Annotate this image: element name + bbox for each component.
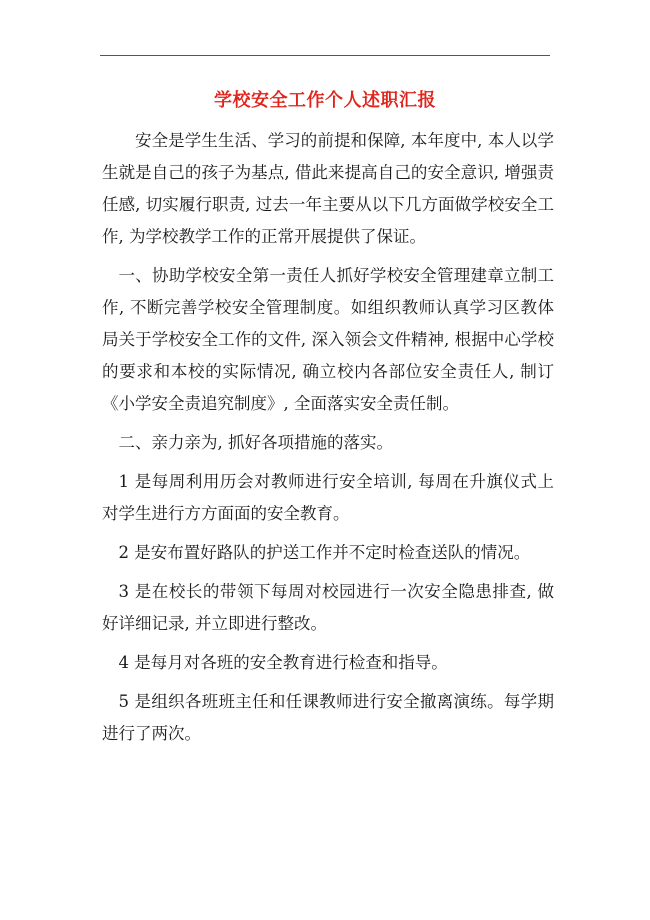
list-item-2: 2 是安布置好路队的护送工作并不定时检查送队的情况。 bbox=[118, 543, 531, 562]
document-body bbox=[102, 125, 554, 757]
list-item-1: 1 是每周利用历会对教师进行安全培训, 每周在升旗仪式上对学生进行方方面面的安全教育。 bbox=[102, 472, 554, 523]
list-item-4: 4 是每月对各班的安全教育进行检查和指导。 bbox=[118, 653, 448, 672]
list-item-5: 5 是组织各班班主任和任课教师进行安全撤离演练。每学期进行了两次。 bbox=[102, 692, 554, 743]
intro-paragraph: 安全是学生生活、学习的前提和保障, 本年度中, 本人以学生就是自己的孩子为基点, 借此来提高自己的安全意识, 增强责任感, 切实履行职责, 过去一年主要从以下几方面做学校安全工作, 为学校教学工作的正常开展提供了保证。 bbox=[102, 131, 554, 246]
list-item-3: 3 是在校长的带领下每周对校园进行一次安全隐患排查, 做好详细记录, 并立即进行整改。 bbox=[102, 582, 554, 633]
document-title: 学校安全工作个人述职汇报 bbox=[214, 90, 436, 111]
section-one-paragraph: 一、协助学校安全第一责任人抓好学校安全管理建章立制工作, 不断完善学校安全管理制度。如组织教师认真学习区教体局关于学校安全工作的文件, 深入领会文件精神, 根据中心学校的要求和本校的实际情况, 确立校内各部位安全责任人, 制订《小学安全责追究制度》, 全面落实安全责任制。 bbox=[102, 266, 554, 413]
section-two-heading: 二、亲力亲为, 抓好各项措施的落实。 bbox=[118, 433, 393, 452]
header-rule bbox=[100, 55, 550, 56]
